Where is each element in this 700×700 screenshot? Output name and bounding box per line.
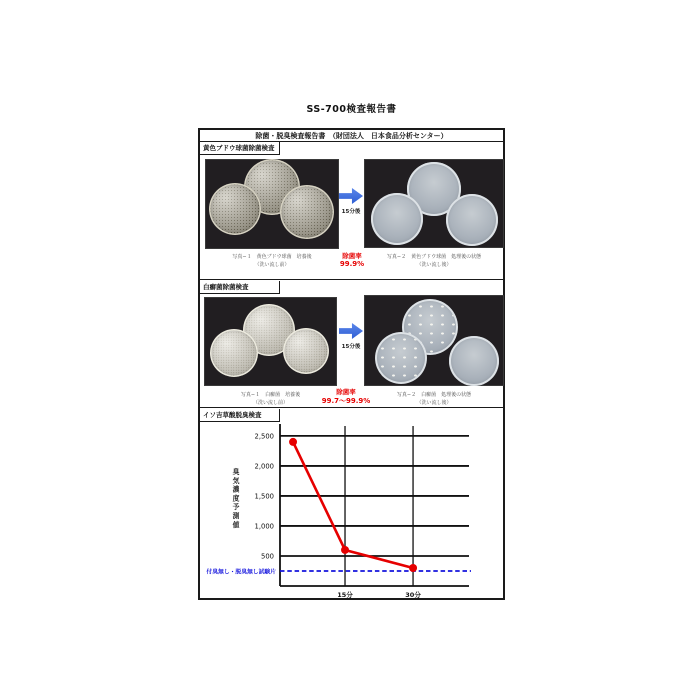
- caption-line: （洗い流し後）: [416, 262, 452, 268]
- photo-staph-after: [364, 159, 504, 248]
- petri-dish: [209, 183, 261, 235]
- rate-value: 99.7～99.9%: [321, 397, 371, 405]
- rate-value: 99.9%: [339, 260, 365, 268]
- rate-label: 除菌率: [336, 388, 356, 396]
- svg-text:付臭無し・脱臭無し試験片: 付臭無し・脱臭無し試験片: [206, 569, 276, 576]
- caption-staph-after: [364, 253, 504, 269]
- rate-label: 除菌率: [342, 252, 362, 260]
- petri-dish: [280, 185, 334, 239]
- photo-fungus-after: [364, 295, 504, 386]
- photo-staph-before: [205, 159, 339, 249]
- page-title: SS-700検査報告書: [306, 104, 397, 115]
- caption-line: 写真−１ 黄色ブドウ球菌 培養後: [232, 254, 312, 260]
- report-header: 除菌・脱臭検査報告書 （財団法人 日本食品分析センター）: [200, 130, 503, 142]
- petri-dish: [210, 329, 258, 377]
- caption-line: 写真−２ 黄色ブドウ球菌 処理後の状態: [386, 254, 482, 260]
- petri-dish: [283, 328, 329, 374]
- petri-dish: [371, 193, 423, 245]
- caption-line: 写真−１ 白癬菌 培養後: [240, 392, 301, 398]
- svg-text:2,000: 2,000: [254, 462, 274, 471]
- chart-y-axis-title: 臭気濃度予測値: [231, 468, 239, 530]
- svg-text:15分: 15分: [337, 591, 353, 599]
- section-label-odor: イソ吉草酸脱臭検査: [200, 409, 280, 422]
- arrow-time-label-staph: 15分後: [341, 209, 361, 215]
- petri-dish: [449, 336, 499, 386]
- svg-text:1,500: 1,500: [254, 492, 274, 501]
- petri-dish: [375, 332, 427, 384]
- arrow-time-label-fungus: 15分後: [341, 344, 361, 350]
- deodorization-chart-svg: [200, 420, 507, 602]
- caption-line: （洗い流し後）: [416, 400, 452, 406]
- svg-text:1,000: 1,000: [254, 522, 274, 531]
- svg-text:500: 500: [261, 552, 274, 561]
- photo-fungus-before: [204, 297, 337, 386]
- arrow-right-icon: [339, 188, 363, 204]
- caption-fungus-after: [364, 391, 504, 407]
- caption-line: 写真−２ 白癬菌 処理後の状態: [396, 392, 472, 398]
- report-table: [198, 128, 505, 600]
- caption-line: （洗い流し前）: [254, 262, 290, 268]
- caption-line: （洗い流し前）: [252, 400, 288, 406]
- caption-staph-before: [205, 253, 339, 269]
- arrow-right-icon: [339, 323, 363, 339]
- svg-text:2,500: 2,500: [254, 432, 274, 441]
- deodorization-chart: [200, 420, 507, 602]
- section-label-fungus: 白癬菌除菌検査: [200, 281, 280, 294]
- section-label-staph: 黄色ブドウ球菌除菌検査: [200, 142, 280, 155]
- svg-text:30分: 30分: [405, 591, 421, 599]
- petri-dish: [446, 194, 498, 246]
